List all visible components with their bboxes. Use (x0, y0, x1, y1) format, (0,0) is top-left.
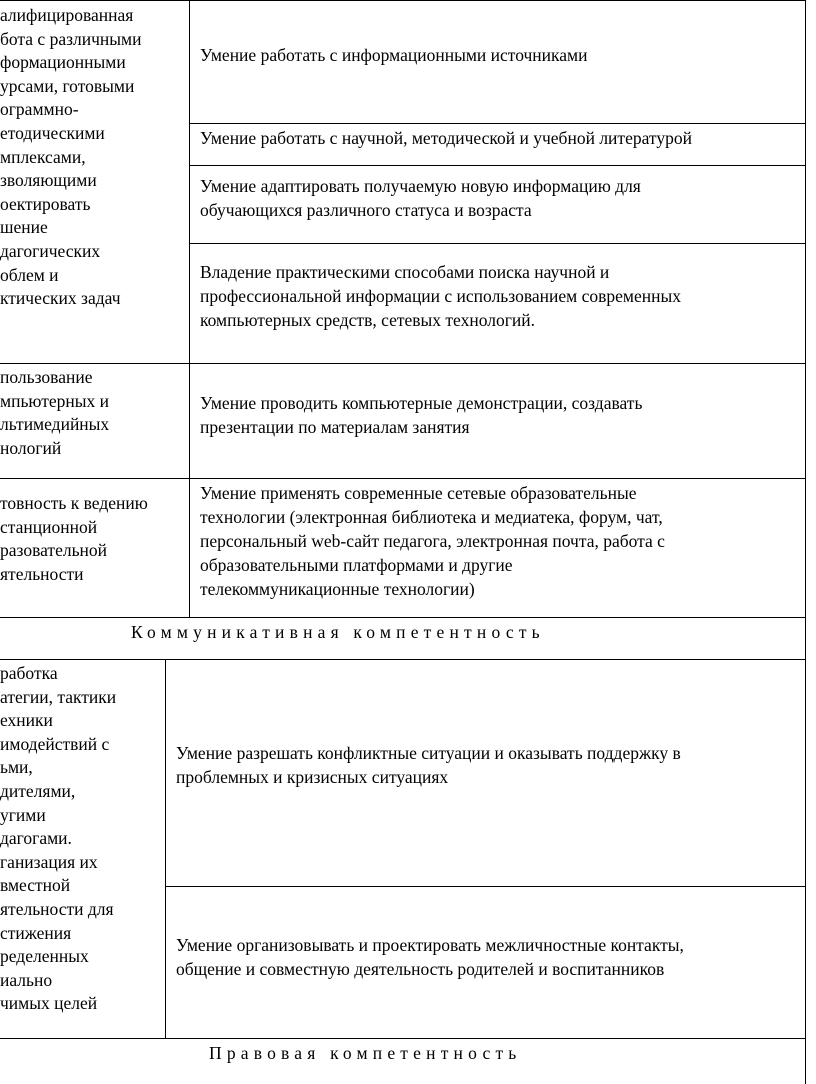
cell-line: атегии, тактики (0, 686, 117, 707)
cell-line: работка (0, 663, 58, 683)
skill-cell (176, 933, 684, 981)
cell-line: образовательными платформами и другие (200, 555, 513, 575)
cell-line: станционной (0, 516, 98, 537)
skill-cell (200, 391, 642, 439)
cell-line: урсами, готовыми (0, 75, 135, 96)
cell-line: ятельности для (0, 898, 114, 919)
cell-line: ьми, (0, 757, 33, 778)
cell-line: ограммно- (0, 99, 79, 120)
cell-line: общение и совместную деятельность родителей и воспитанников (176, 959, 665, 979)
cell-line: облем и (0, 264, 59, 285)
cell-line: компьютерных средств, сетевых технологий. (200, 310, 535, 330)
cell-line: Умение работать с научной, методической и учебной литературой (200, 128, 692, 148)
skill-cell (200, 43, 587, 67)
cell-line: бота с различными (0, 28, 142, 49)
cell-line: стижения (0, 922, 72, 943)
cell-line: льтимедийных (0, 414, 110, 435)
cell-line: мплексами, (0, 146, 86, 167)
skill-cell (200, 481, 665, 601)
competency-cell-interaction-strategy (0, 662, 116, 1016)
cell-line: Умение разрешать конфликтные ситуации и оказывать поддержку в (176, 743, 681, 763)
competency-cell-multimedia (0, 366, 109, 460)
cell-line: ределенных (0, 946, 89, 967)
table-border-top (0, 0, 806, 1)
row-divider (190, 243, 806, 244)
cell-line: пользование (0, 367, 93, 387)
cell-line: профессиональной информации с использованием современных (200, 286, 681, 306)
row-divider (0, 659, 806, 660)
cell-line: разовательной (0, 540, 108, 561)
cell-line: угими (0, 804, 46, 825)
cell-line: проблемных и кризисных ситуациях (176, 767, 449, 787)
cell-line: дителями, (0, 780, 76, 801)
cell-line: ктических задач (0, 288, 121, 309)
cell-line: Умение адаптировать получаемую новую информацию для (200, 176, 641, 196)
cell-line: дагогических (0, 240, 101, 261)
skill-cell (200, 174, 641, 222)
column-divider-upper (189, 0, 190, 617)
skill-cell (176, 741, 681, 789)
cell-line: Умение организовывать и проектировать межличностные контакты, (176, 935, 684, 955)
section-heading-legal: Правовая компетентность (209, 1043, 522, 1063)
cell-line: ехники (0, 710, 53, 731)
cell-line: формационными (0, 52, 126, 73)
skill-cell (200, 260, 681, 332)
cell-line: етодическими (0, 122, 105, 143)
cell-line: товность к ведению (0, 493, 148, 513)
row-divider (0, 617, 806, 618)
cell-line: вместной (0, 875, 71, 896)
cell-line: технологии (электронная библиотека и медиатека, форум, чат, (200, 507, 663, 527)
cell-line: Владение практическими способами поиска научной и (200, 262, 610, 282)
row-divider (190, 123, 806, 124)
row-divider (0, 1038, 806, 1039)
cell-line: мпьютерных и (0, 390, 110, 411)
cell-line: Умение применять современные сетевые образовательные (200, 483, 637, 503)
cell-line: презентации по материалам занятия (200, 417, 470, 437)
cell-line: зволяющими (0, 170, 97, 191)
cell-line: дагогами. (0, 828, 72, 849)
cell-line: алифицированная (0, 5, 134, 25)
cell-line: имодействий с (0, 733, 110, 754)
skill-cell (200, 126, 692, 150)
competency-cell-distance-learning (0, 492, 148, 586)
row-divider (190, 165, 806, 166)
competency-cell-information-resources (0, 4, 141, 311)
cell-line: ганизация их (0, 851, 98, 872)
cell-line: обучающихся различного статуса и возраста (200, 200, 532, 220)
cell-line: шение (0, 217, 48, 238)
cell-line: телекоммуникационные технологии) (200, 579, 475, 599)
row-divider (0, 363, 806, 364)
cell-line: оектировать (0, 193, 91, 214)
cell-line: персональный web-сайт педагога, электронная почта, работа с (200, 531, 665, 551)
table-border-right (805, 0, 806, 1084)
cell-line: Умение работать с информационными источниками (200, 45, 588, 65)
cell-line: нологий (0, 437, 62, 458)
row-divider (166, 886, 806, 887)
cell-line: Умение проводить компьютерные демонстрации, создавать (200, 393, 643, 413)
cell-line: ятельности (0, 563, 84, 584)
cell-line: чимых целей (0, 993, 98, 1014)
column-divider-lower (165, 659, 166, 1038)
section-heading-communicative: Коммуникативная компетентность (131, 622, 545, 642)
cell-line: иально (0, 969, 53, 990)
row-divider (0, 478, 806, 479)
